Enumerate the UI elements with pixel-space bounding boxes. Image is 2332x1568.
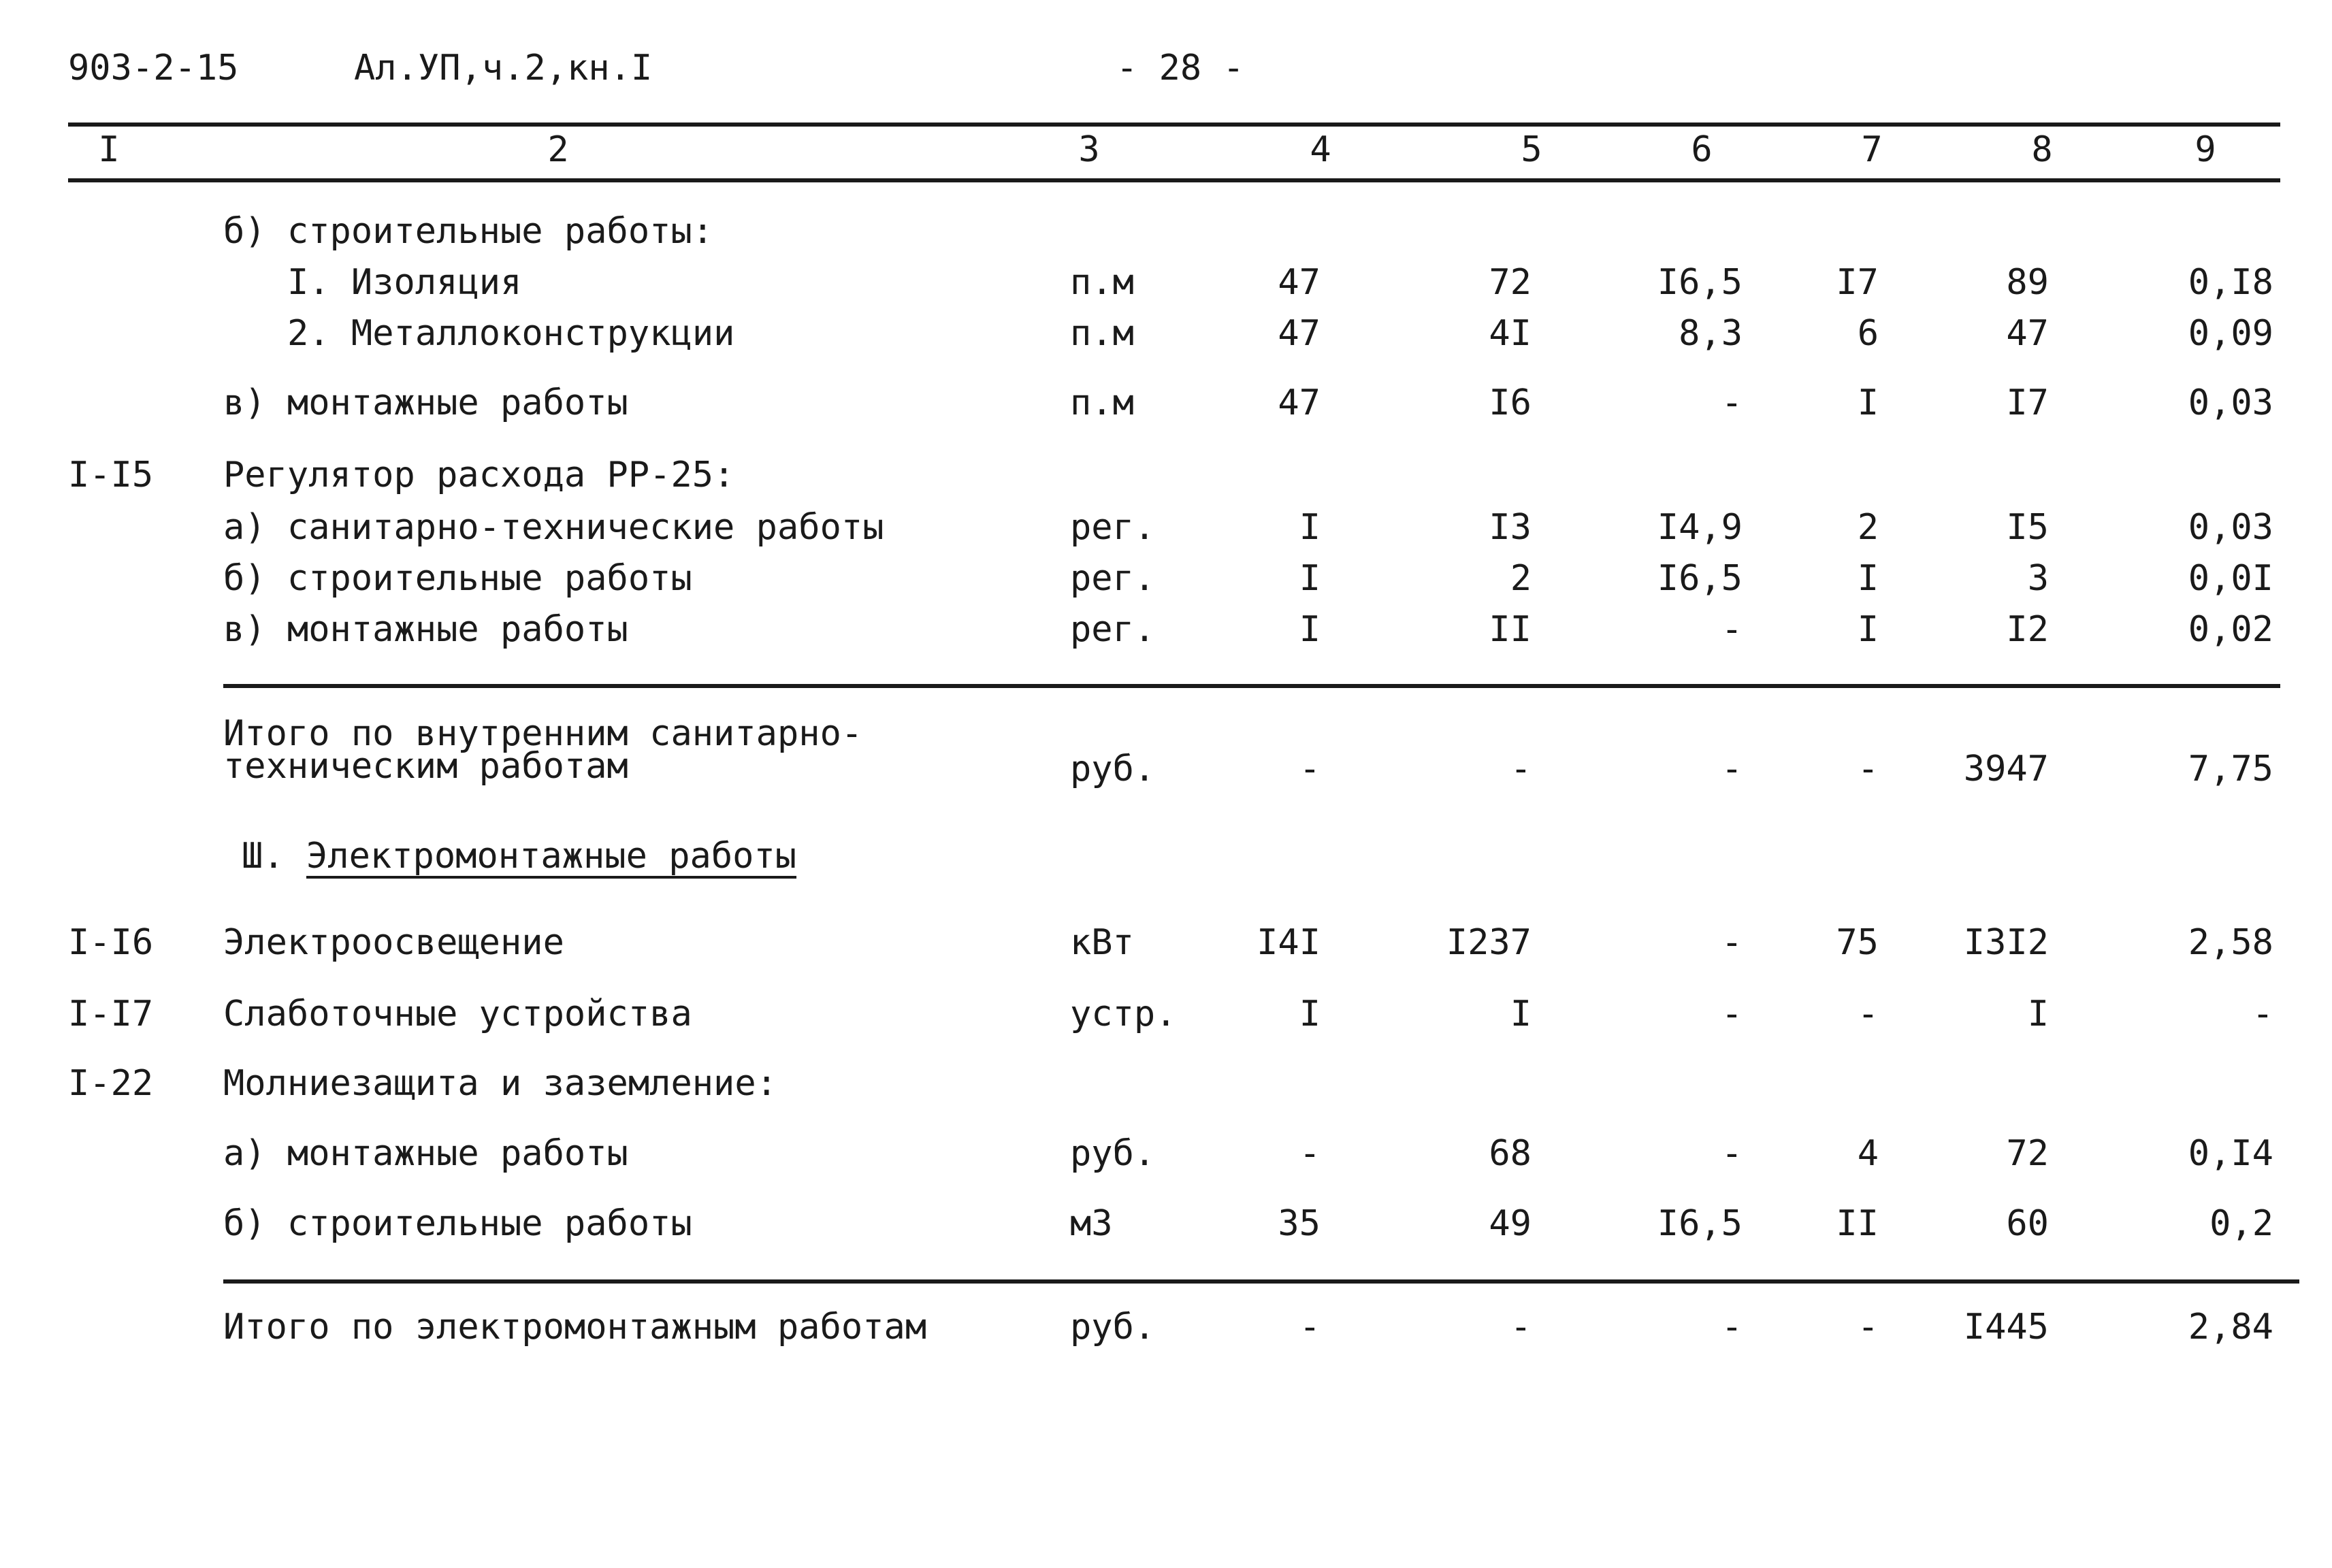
row-col9: 0,I8: [2188, 262, 2273, 303]
row-col8: I7: [2006, 382, 2049, 423]
row-col8: I3I2: [1963, 922, 2049, 963]
row-col6: -: [1721, 1307, 1743, 1348]
table-row: [0, 1133, 2332, 1178]
row-name: Регулятор расхода РР-25:: [223, 455, 735, 495]
row-col4: I: [1299, 994, 1321, 1034]
row-col4: -: [1299, 749, 1321, 789]
row-col7: -: [1857, 749, 1879, 789]
row-col9: 0,03: [2188, 382, 2273, 423]
row-code: I-I6: [68, 922, 154, 963]
row-col8: I: [2027, 994, 2049, 1034]
row-col6: I6,5: [1657, 558, 1743, 599]
row-col4: 35: [1278, 1203, 1321, 1244]
table-row: [0, 262, 2332, 307]
row-col5: II: [1489, 609, 1532, 650]
col-header-6: 6: [1691, 129, 1713, 170]
row-col7: 6: [1857, 313, 1879, 354]
row-name: Электроосвещение: [223, 922, 564, 963]
total-sanitary-line2: техническим работам: [223, 746, 628, 787]
row-col8: I445: [1963, 1307, 2049, 1348]
top-rule: [68, 122, 2280, 127]
table-row: [0, 1063, 2332, 1108]
section-number: Ш.: [242, 836, 285, 877]
table-row: [0, 455, 2332, 500]
row-name: в) монтажные работы: [223, 609, 628, 650]
row-col8: 72: [2006, 1133, 2049, 1174]
row-col5: I: [1510, 994, 1532, 1034]
row-name: б) строительные работы:: [223, 211, 714, 252]
section-title: [0, 836, 2332, 881]
table-row: [0, 211, 2332, 256]
row-col7: II: [1836, 1203, 1879, 1244]
col-header-3: 3: [1078, 129, 1100, 170]
row-col5: 4I: [1489, 313, 1532, 354]
table-row: [0, 1203, 2332, 1248]
row-col6: -: [1721, 994, 1743, 1034]
row-col6: -: [1721, 609, 1743, 650]
row-col5: I237: [1446, 922, 1532, 963]
total-sanitary-row: [0, 713, 2332, 793]
album-ref: Ал.УП,ч.2,кн.I: [354, 48, 653, 88]
row-col9: 0,02: [2188, 609, 2273, 650]
row-col8: 47: [2006, 313, 2049, 354]
row-col9: -: [2252, 994, 2273, 1034]
row-col9: 0,2: [2209, 1203, 2273, 1244]
row-name: б) строительные работы: [223, 558, 692, 599]
section-title-text: Электромонтажные работы: [306, 836, 797, 877]
row-code: I-22: [68, 1063, 154, 1104]
row-col9: 0,03: [2188, 507, 2273, 548]
row-unit: устр.: [1070, 994, 1177, 1034]
total-sanitary-line1: Итого по внутренним санитарно-: [223, 713, 863, 754]
row-col5: I6: [1489, 382, 1532, 423]
row-col7: 4: [1857, 1133, 1879, 1174]
row-col4: -: [1299, 1133, 1321, 1174]
total-electro-label: Итого по электромонтажным работам: [223, 1307, 927, 1348]
row-col6: I6,5: [1657, 262, 1743, 303]
table-row: [0, 313, 2332, 358]
row-col9: 2,84: [2188, 1307, 2273, 1348]
row-col8: 60: [2006, 1203, 2049, 1244]
row-col8: 3947: [1963, 749, 2049, 789]
row-unit: п.м: [1070, 313, 1134, 354]
row-col6: -: [1721, 749, 1743, 789]
table-row: [0, 922, 2332, 967]
row-col4: I: [1299, 507, 1321, 548]
row-col9: 0,0I: [2188, 558, 2273, 599]
row-name: 2. Металлоконструкции: [287, 313, 735, 354]
row-col8: I5: [2006, 507, 2049, 548]
row-code: I-I7: [68, 994, 154, 1034]
row-col4: I: [1299, 558, 1321, 599]
row-unit: руб.: [1070, 749, 1156, 789]
row-col7: 2: [1857, 507, 1879, 548]
row-unit: м3: [1070, 1203, 1113, 1244]
col-header-8: 8: [2031, 129, 2053, 170]
row-col7: I: [1857, 558, 1879, 599]
row-col5: 72: [1489, 262, 1532, 303]
col-header-9: 9: [2195, 129, 2216, 170]
row-name: б) строительные работы: [223, 1203, 692, 1244]
row-col7: I: [1857, 609, 1879, 650]
row-unit: рег.: [1070, 507, 1156, 548]
row-name: а) монтажные работы: [223, 1133, 628, 1174]
row-col8: 3: [2027, 558, 2049, 599]
row-col4: -: [1299, 1307, 1321, 1348]
row-col9: 2,58: [2188, 922, 2273, 963]
row-col4: 47: [1278, 262, 1321, 303]
subtotal-rule: [223, 684, 2280, 688]
row-unit: рег.: [1070, 609, 1156, 650]
page-number: - 28 -: [1116, 48, 1244, 88]
row-col7: -: [1857, 994, 1879, 1034]
total-electro-row: [0, 1307, 2332, 1352]
row-col5: -: [1510, 1307, 1532, 1348]
column-header-row: [0, 129, 2332, 177]
row-name: в) монтажные работы: [223, 382, 628, 423]
row-name: Слаботочные устройства: [223, 994, 692, 1034]
row-col6: I4,9: [1657, 507, 1743, 548]
row-unit: кВт: [1070, 922, 1134, 963]
row-col5: I3: [1489, 507, 1532, 548]
row-col5: 49: [1489, 1203, 1532, 1244]
row-col8: I2: [2006, 609, 2049, 650]
col-header-1: I: [98, 129, 120, 170]
row-col6: 8,3: [1679, 313, 1743, 354]
row-col6: -: [1721, 382, 1743, 423]
row-unit: рег.: [1070, 558, 1156, 599]
row-col4: 47: [1278, 382, 1321, 423]
row-code: I-I5: [68, 455, 154, 495]
col-header-5: 5: [1521, 129, 1542, 170]
row-name: I. Изоляция: [287, 262, 522, 303]
row-unit: п.м: [1070, 262, 1134, 303]
row-col9: 7,75: [2188, 749, 2273, 789]
row-col5: 68: [1489, 1133, 1532, 1174]
row-col8: 89: [2006, 262, 2049, 303]
col-header-2: 2: [547, 129, 569, 170]
table-row: [0, 609, 2332, 654]
row-col6: -: [1721, 1133, 1743, 1174]
table-row: [0, 382, 2332, 427]
row-col5: -: [1510, 749, 1532, 789]
doc-number: 903-2-15: [68, 48, 239, 88]
total-rule: [223, 1279, 2299, 1284]
row-col4: I: [1299, 609, 1321, 650]
row-col7: 75: [1836, 922, 1879, 963]
page-header: [0, 48, 2332, 95]
table-row: [0, 507, 2332, 552]
table-row: [0, 558, 2332, 603]
row-col7: -: [1857, 1307, 1879, 1348]
row-col5: 2: [1510, 558, 1532, 599]
row-col6: I6,5: [1657, 1203, 1743, 1244]
col-header-4: 4: [1310, 129, 1331, 170]
header-rule: [68, 178, 2280, 182]
row-unit: руб.: [1070, 1133, 1156, 1174]
row-name: а) санитарно-технические работы: [223, 507, 884, 548]
col-header-7: 7: [1861, 129, 1883, 170]
row-col7: I: [1857, 382, 1879, 423]
row-col4: 47: [1278, 313, 1321, 354]
row-col4: I4I: [1257, 922, 1321, 963]
table-row: [0, 994, 2332, 1039]
row-col6: -: [1721, 922, 1743, 963]
row-unit: п.м: [1070, 382, 1134, 423]
row-col9: 0,09: [2188, 313, 2273, 354]
row-col7: I7: [1836, 262, 1879, 303]
row-unit: руб.: [1070, 1307, 1156, 1348]
row-name: Молниезащита и заземление:: [223, 1063, 777, 1104]
row-col9: 0,I4: [2188, 1133, 2273, 1174]
